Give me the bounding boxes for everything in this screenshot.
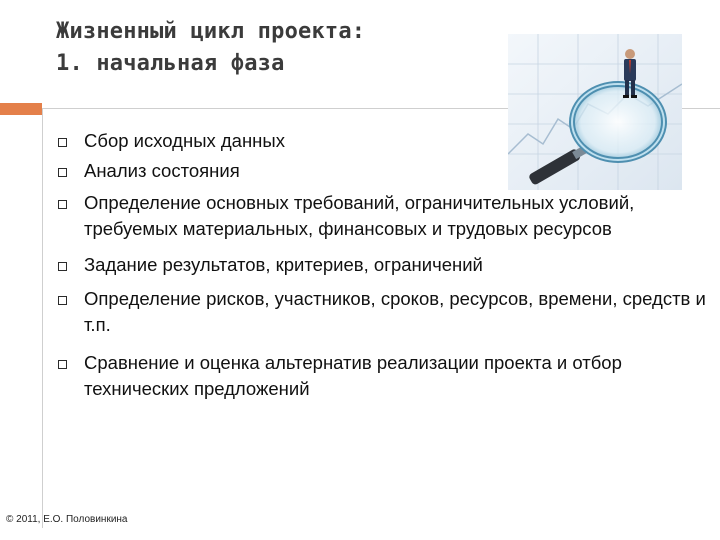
checkbox-bullet-icon [58,168,67,177]
list-item [56,252,706,278]
slide-title-line-1: Жизненный цикл проекта: [56,19,366,44]
list-item [56,350,706,402]
vertical-divider [42,108,43,528]
bullet-text: Определение рисков, участников, сроков, ресурсов, времени, средств и т.п. [84,288,706,335]
bullet-text: Определение основных требований, ограничительных условий, требуемых материальных, финансовых и трудовых ресурсов [84,192,635,239]
bullet-list [56,128,706,402]
checkbox-bullet-icon [58,200,67,209]
bullet-text: Сравнение и оценка альтернатив реализации проекта и отбор технических предложений [84,352,622,399]
bullet-text: Анализ состояния [84,160,240,181]
list-item [56,128,706,154]
bullet-text: Задание результатов, критериев, ограничений [84,254,483,275]
checkbox-bullet-icon [58,296,67,305]
checkbox-bullet-icon [58,138,67,147]
slide-title-line-2: 1. начальная фаза [56,51,285,76]
accent-bar [0,103,42,115]
bullet-text: Сбор исходных данных [84,130,285,151]
checkbox-bullet-icon [58,360,67,369]
list-item [56,286,706,338]
checkbox-bullet-icon [58,262,67,271]
slide-title [56,16,496,80]
list-item [56,190,706,242]
footer-copyright: © 2011, Е.О. Половинкина [6,514,128,525]
list-item [56,158,706,184]
